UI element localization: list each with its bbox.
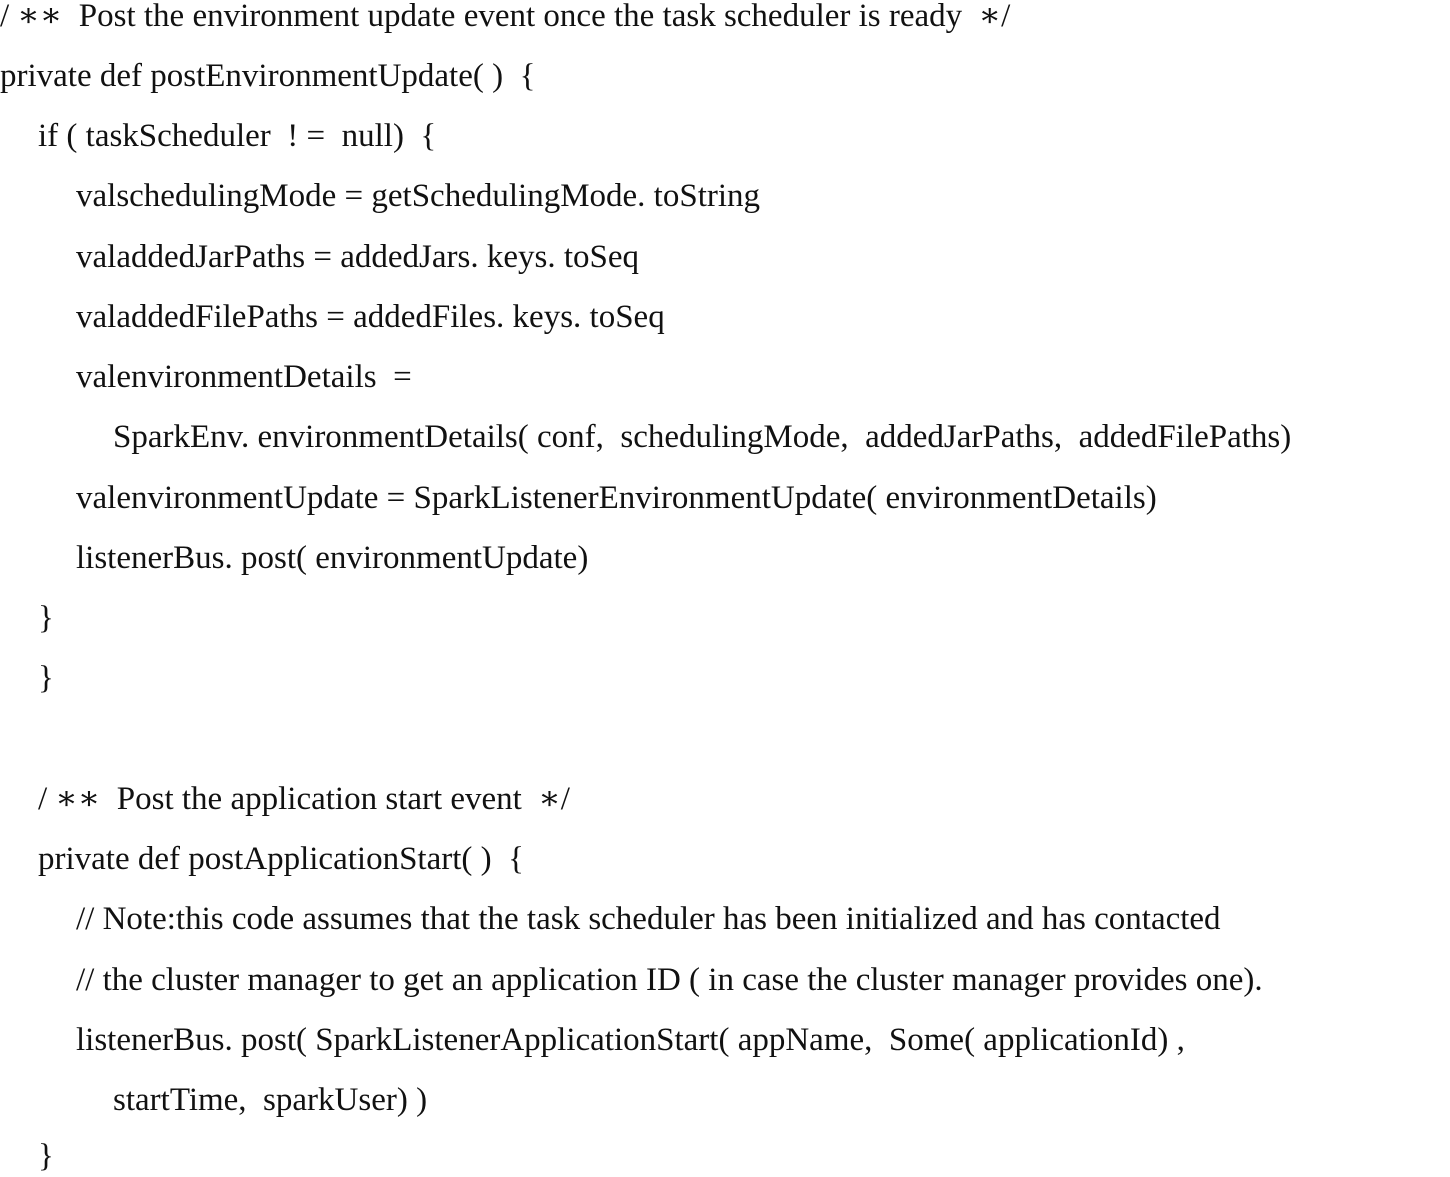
code-line-14: private def postApplicationStart( ) { xyxy=(38,841,524,877)
code-line-7: valenvironmentDetails = xyxy=(76,359,412,395)
code-line-19: } xyxy=(38,1138,54,1174)
code-line-15: // Note:this code assumes that the task scheduler has been initialized and has contacted xyxy=(76,901,1221,937)
code-line-11: } xyxy=(38,600,54,636)
code-line-6: valaddedFilePaths = addedFiles. keys. toSeq xyxy=(76,299,665,335)
code-line-17: listenerBus. post( SparkListenerApplicationStart( appName, Some( applicationId) , xyxy=(76,1022,1185,1058)
code-line-2: private def postEnvironmentUpdate( ) { xyxy=(0,58,536,94)
code-line-4: valschedulingMode = getSchedulingMode. toString xyxy=(76,178,761,214)
code-line-5: valaddedJarPaths = addedJars. keys. toSeq xyxy=(76,239,639,275)
code-line-1: / ∗∗ Post the environment update event once the task scheduler is ready ∗/ xyxy=(0,0,1011,34)
code-line-18: startTime, sparkUser) ) xyxy=(113,1082,428,1118)
code-line-9: valenvironmentUpdate = SparkListenerEnvironmentUpdate( environmentDetails) xyxy=(76,480,1157,516)
code-line-10: listenerBus. post( environmentUpdate) xyxy=(76,540,589,576)
code-line-16: // the cluster manager to get an application ID ( in case the cluster manager provides one). xyxy=(76,962,1263,998)
code-line-12: } xyxy=(38,660,54,696)
code-line-8: SparkEnv. environmentDetails( conf, schedulingMode, addedJarPaths, addedFilePaths) xyxy=(113,419,1292,455)
code-line-13: / ∗∗ Post the application start event ∗/ xyxy=(38,781,570,817)
code-line-3: if ( taskScheduler ! = null) { xyxy=(38,118,437,154)
